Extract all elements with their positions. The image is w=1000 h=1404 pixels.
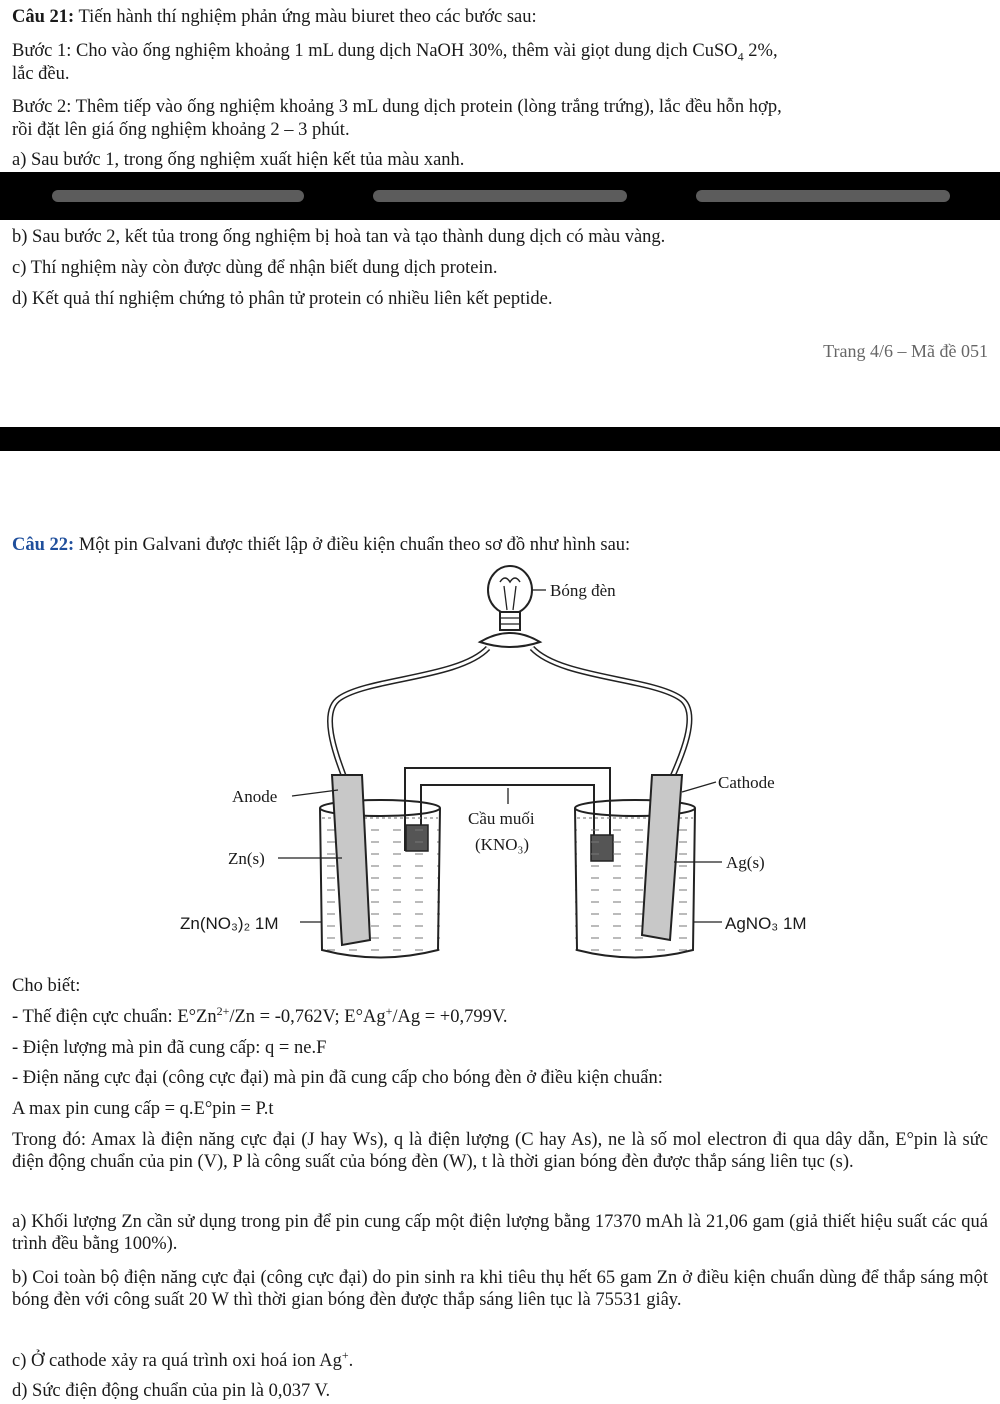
- ag-solution-label: AgNO₃ 1M: [725, 914, 807, 933]
- q21-option-a: a) Sau bước 1, trong ống nghiệm xuất hiện kết tủa màu xanh.: [12, 150, 465, 170]
- q22-given-1: [12, 1003, 988, 1028]
- q22-option-d: d) Sức điện động chuẩn của pin là 0,037 V.: [12, 1381, 331, 1401]
- q22-option-b: b) Coi toàn bộ điện năng cực đại (công cực đại) do pin sinh ra khi tiêu thụ hết 65 gam Zn ở điều kiện chuẩn dùng để thắp sáng một bóng đèn với công suất 20 W thì thời gian bóng đèn được thắp sáng liên tục là 75531 giây.: [12, 1268, 988, 1310]
- c-b: .: [348, 1351, 354, 1371]
- cathode-beaker: [575, 775, 695, 958]
- light-bulb: [480, 566, 540, 647]
- separator-pill-1: [52, 190, 304, 202]
- c-a: c) Ở cathode xảy ra quá trình oxi hoá ion Ag: [12, 1351, 342, 1371]
- q22-stem: [12, 534, 988, 556]
- anode-label: Anode: [232, 787, 278, 806]
- q22-option-c: [12, 1347, 988, 1372]
- zn-solution-label: Zn(NO₃)₂ 1M: [180, 914, 279, 933]
- q21-step1-sub: 4: [737, 49, 744, 64]
- salt-bridge-formula: (KNO₃): [475, 835, 530, 854]
- g1-c: /Ag = +0,799V.: [392, 1007, 508, 1027]
- q22-given-3: - Điện năng cực đại (công cực đại) mà pin đã cung cấp cho bóng đèn ở điều kiện chuẩn:: [12, 1068, 663, 1088]
- q21-stem-text: Tiến hành thí nghiệm phản ứng màu biuret theo các bước sau:: [74, 7, 537, 27]
- q22-given: Cho biết:: [12, 976, 81, 996]
- q21-stem: [12, 6, 988, 28]
- ag-label: Ag(s): [726, 853, 765, 872]
- q21-option-d: d) Kết quả thí nghiệm chứng tỏ phân tử protein có nhiều liên kết peptide.: [12, 289, 553, 309]
- q21-step1-cont: lắc đều.: [12, 64, 70, 84]
- galvanic-cell-diagram: [170, 560, 830, 970]
- q21-step1-a: Bước 1: Cho vào ống nghiệm khoảng 1 mL dung dịch NaOH 30%, thêm vài giọt dung dịch CuSO: [12, 41, 738, 61]
- q21-step1-b: 2%,: [743, 41, 778, 61]
- q22-label: Câu 22:: [12, 535, 75, 555]
- bulb-label: Bóng đèn: [550, 581, 616, 600]
- q21-option-b: b) Sau bước 2, kết tủa trong ống nghiệm bị hoà tan và tạo thành dung dịch có màu vàng.: [12, 227, 666, 247]
- cathode-label: Cathode: [718, 773, 775, 792]
- g1-sup2: +: [385, 1003, 393, 1018]
- q22-stem-text: Một pin Galvani được thiết lập ở điều kiện chuẩn theo sơ đồ như hình sau:: [74, 535, 631, 555]
- q21-step2-cont: rồi đặt lên giá ống nghiệm khoảng 2 – 3 phút.: [12, 120, 350, 140]
- q21-step2: Bước 2: Thêm tiếp vào ống nghiệm khoảng 3 mL dung dịch protein (lòng trắng trứng), lắc đều hỗn hợp,: [12, 97, 782, 117]
- page-footer: Trang 4/6 – Mã đề 051: [823, 341, 988, 361]
- q22-option-a: a) Khối lượng Zn cần sử dụng trong pin để pin cung cấp một điện lượng bằng 17370 mAh là 21,06 gam (giả thiết hiệu suất các quá trình đều bằng 100%).: [12, 1212, 988, 1254]
- c-sup: +: [341, 1347, 349, 1362]
- q21-label: Câu 21:: [12, 7, 75, 27]
- g1-sup1: 2+: [216, 1003, 230, 1018]
- zn-label: Zn(s): [228, 849, 265, 868]
- g1-b: /Zn = -0,762V; E°Ag: [229, 1007, 386, 1027]
- salt-bridge-label: Cầu muối: [468, 809, 535, 828]
- anode-beaker: [320, 775, 440, 958]
- q22-given-4: A max pin cung cấp = q.E°pin = P.t: [12, 1099, 274, 1119]
- separator-pill-3: [696, 190, 950, 202]
- g1-a: - Thế điện cực chuẩn: E°Zn: [12, 1007, 217, 1027]
- separator-pill-2: [373, 190, 627, 202]
- q22-given-2: - Điện lượng mà pin đã cung cấp: q = ne.F: [12, 1038, 327, 1058]
- q22-where: Trong đó: Amax là điện năng cực đại (J hay Ws), q là điện lượng (C hay As), ne là số mol electron đi qua dây dẫn, E°pin là sức điện động chuẩn của pin (V), P là công suất của bóng đèn (W), t là thời gian bóng đèn được thắp sáng liên tục (s).: [12, 1130, 988, 1172]
- q21-option-c: c) Thí nghiệm này còn được dùng để nhận biết dung dịch protein.: [12, 258, 498, 278]
- page-break-bar: [0, 427, 1000, 451]
- q21-step1: [12, 40, 988, 62]
